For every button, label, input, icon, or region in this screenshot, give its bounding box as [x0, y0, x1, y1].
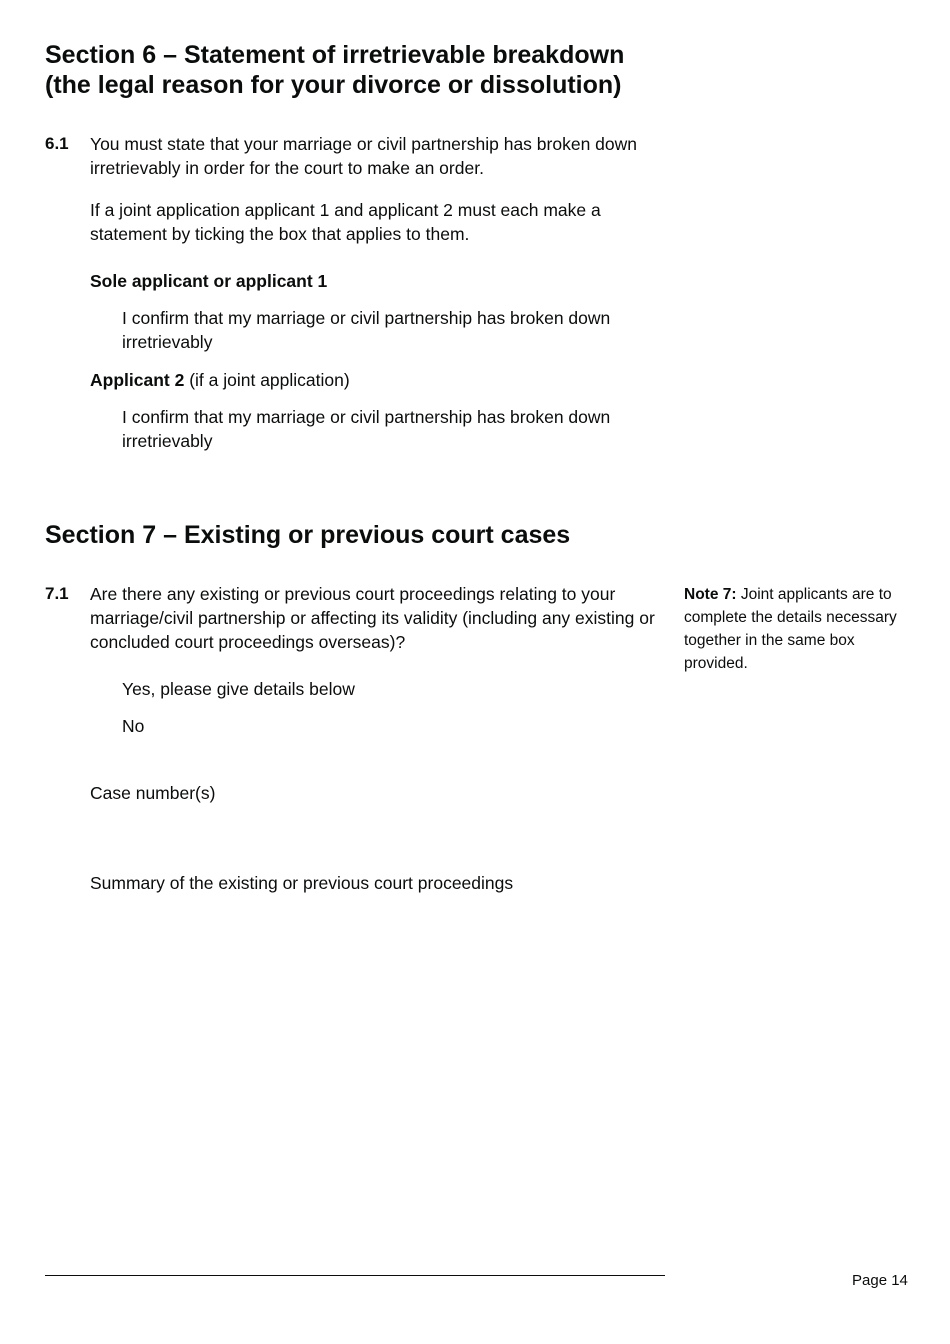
applicant-2-heading: [90, 368, 350, 392]
question-6-1-text: You must state that your marriage or civil partnership has broken down irretrievably in order for the court to make an order.: [90, 134, 637, 178]
applicant-1-statement: I confirm that my marriage or civil partnership has broken down irretrievably: [122, 308, 611, 352]
section-7-title: Section 7 – Existing or previous court cases: [45, 521, 571, 549]
page-number: Page 14: [852, 1272, 908, 1289]
applicant-2-heading-bold: Applicant 2: [90, 370, 185, 390]
applicant-2-statement: I confirm that my marriage or civil partnership has broken down irretrievably: [122, 407, 611, 451]
applicant-2-heading-rest: (if a joint application): [184, 370, 350, 390]
section-6-title: [45, 40, 624, 100]
footer-rule: [45, 1275, 665, 1276]
option-yes-label: Yes, please give details below: [122, 679, 355, 699]
question-6-1-number: 6.1: [45, 134, 69, 153]
note-7: [684, 583, 899, 675]
note-7-label: Note 7:: [684, 586, 737, 603]
summary-label: Summary of the existing or previous court proceedings: [90, 873, 514, 893]
case-numbers-label: Case number(s): [90, 783, 216, 803]
question-7-1-text: Are there any existing or previous court proceedings relating to your marriage/civil partnership or affecting its validity (including any existing or concluded court proceedings overseas)?: [90, 584, 655, 652]
applicant-1-heading: Sole applicant or applicant 1: [90, 271, 328, 291]
question-7-1-number: 7.1: [45, 584, 69, 603]
section-6-title-line2: (the legal reason for your divorce or dissolution): [45, 71, 622, 99]
option-no-label: No: [122, 716, 145, 736]
section-6-title-line1: Section 6 – Statement of irretrievable breakdown: [45, 41, 625, 69]
question-6-1-instruction: If a joint application applicant 1 and applicant 2 must each make a statement by ticking the box that applies to them.: [90, 200, 601, 244]
note-7-text: Joint applicants are to complete the details necessary together in the same box provided.: [684, 586, 897, 672]
